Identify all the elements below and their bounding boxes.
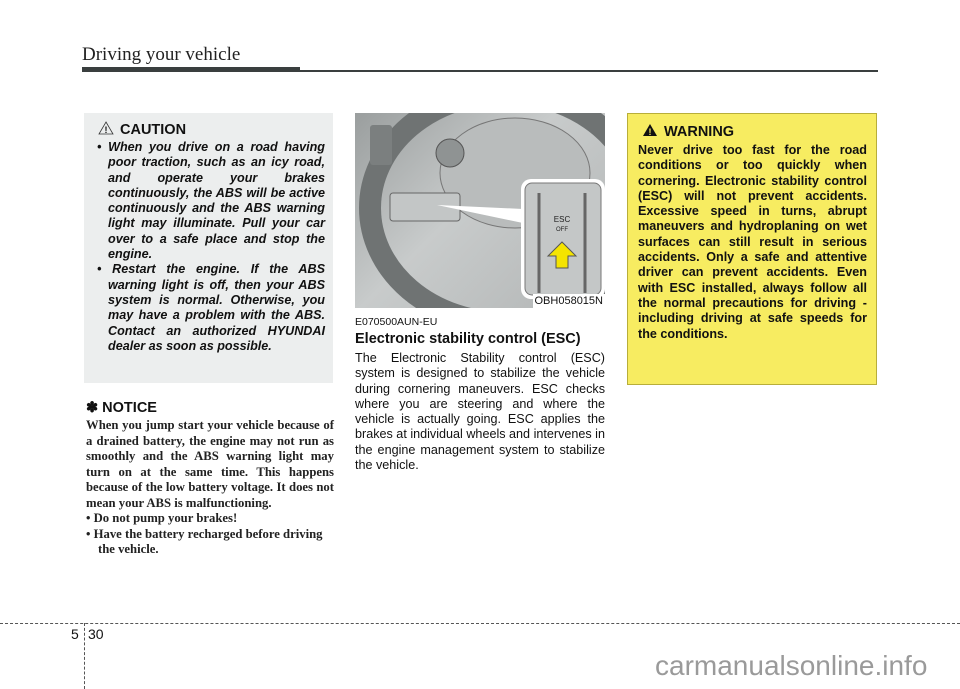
watermark: carmanualsonline.info <box>655 650 928 681</box>
notice-body: When you jump start your vehicle because of a drained battery, the engine may not run as smoothly and the ABS warning light may turn on at the same time. This happens because of the low battery voltage. It does not mean your ABS is malfunctioning. <box>86 418 334 510</box>
warning-box <box>627 113 877 385</box>
esc-heading: Electronic stability control (ESC) <box>355 331 581 347</box>
section-code: E070500AUN-EU <box>355 316 438 328</box>
warning-title: WARNING <box>664 124 735 140</box>
caution-triangle-icon <box>98 121 114 139</box>
section-number: 5 <box>71 626 79 642</box>
warning-body: Never drive too fast for the road conditions or too quickly when cornering. Electronic stability control (ESC) will not prevent accidents. Excessive speed in turns, abrupt maneuvers and hydroplaning on wet surfaces can still result in serious accidents. Only a safe and attentive driver can prevent accidents. Even with ESC installed, always follow all the normal precautions for driving - including driving at safe speeds for the conditions. <box>638 143 867 341</box>
esc-button-illustration <box>355 113 605 308</box>
notice-item: • Have the battery recharged before driving the vehicle. <box>86 526 323 556</box>
header-bar <box>82 67 300 72</box>
svg-text:OFF: OFF <box>556 227 568 233</box>
caution-box <box>84 113 333 383</box>
caution-title: CAUTION <box>120 122 187 138</box>
figure-code: OBH058015N <box>534 295 603 307</box>
esc-body: The Electronic Stability control (ESC) system is designed to stabilize the vehicle during cornering maneuvers. ESC checks where you are steering and where the vehicle is actually going. ESC applies the brakes at individual wheels and intervenes in the engine management system to stabilize the vehicle. <box>355 351 605 473</box>
svg-text:ESC: ESC <box>553 215 571 224</box>
notice-title: ✽ NOTICE <box>86 400 157 416</box>
svg-text:!: ! <box>104 125 108 135</box>
notice-item: • Do not pump your brakes! <box>86 511 238 525</box>
caution-item: • When you drive on a road having poor traction, such as an icy road, and operate your brakes continuously, the ABS will be active continuously and the ABS warning light may illuminate. Pull your car over to a safe place and stop the engine. <box>97 140 325 262</box>
caution-item: • Restart the engine. If the ABS warning light is off, then your ABS system is normal. Otherwise, you may have a problem with the ABS. Contact an authorized HYUNDAI dealer as soon as possible. <box>97 262 325 353</box>
steering-wheel-drawing <box>355 113 605 308</box>
page-number: 30 <box>88 626 104 642</box>
page-header-title: Driving your vehicle <box>82 44 241 65</box>
header-rule <box>300 70 878 72</box>
footer-divider <box>84 623 85 689</box>
warning-triangle-icon <box>642 123 658 141</box>
svg-text:!: ! <box>648 127 652 137</box>
footer-rule <box>0 623 960 624</box>
notice-section <box>86 400 334 558</box>
